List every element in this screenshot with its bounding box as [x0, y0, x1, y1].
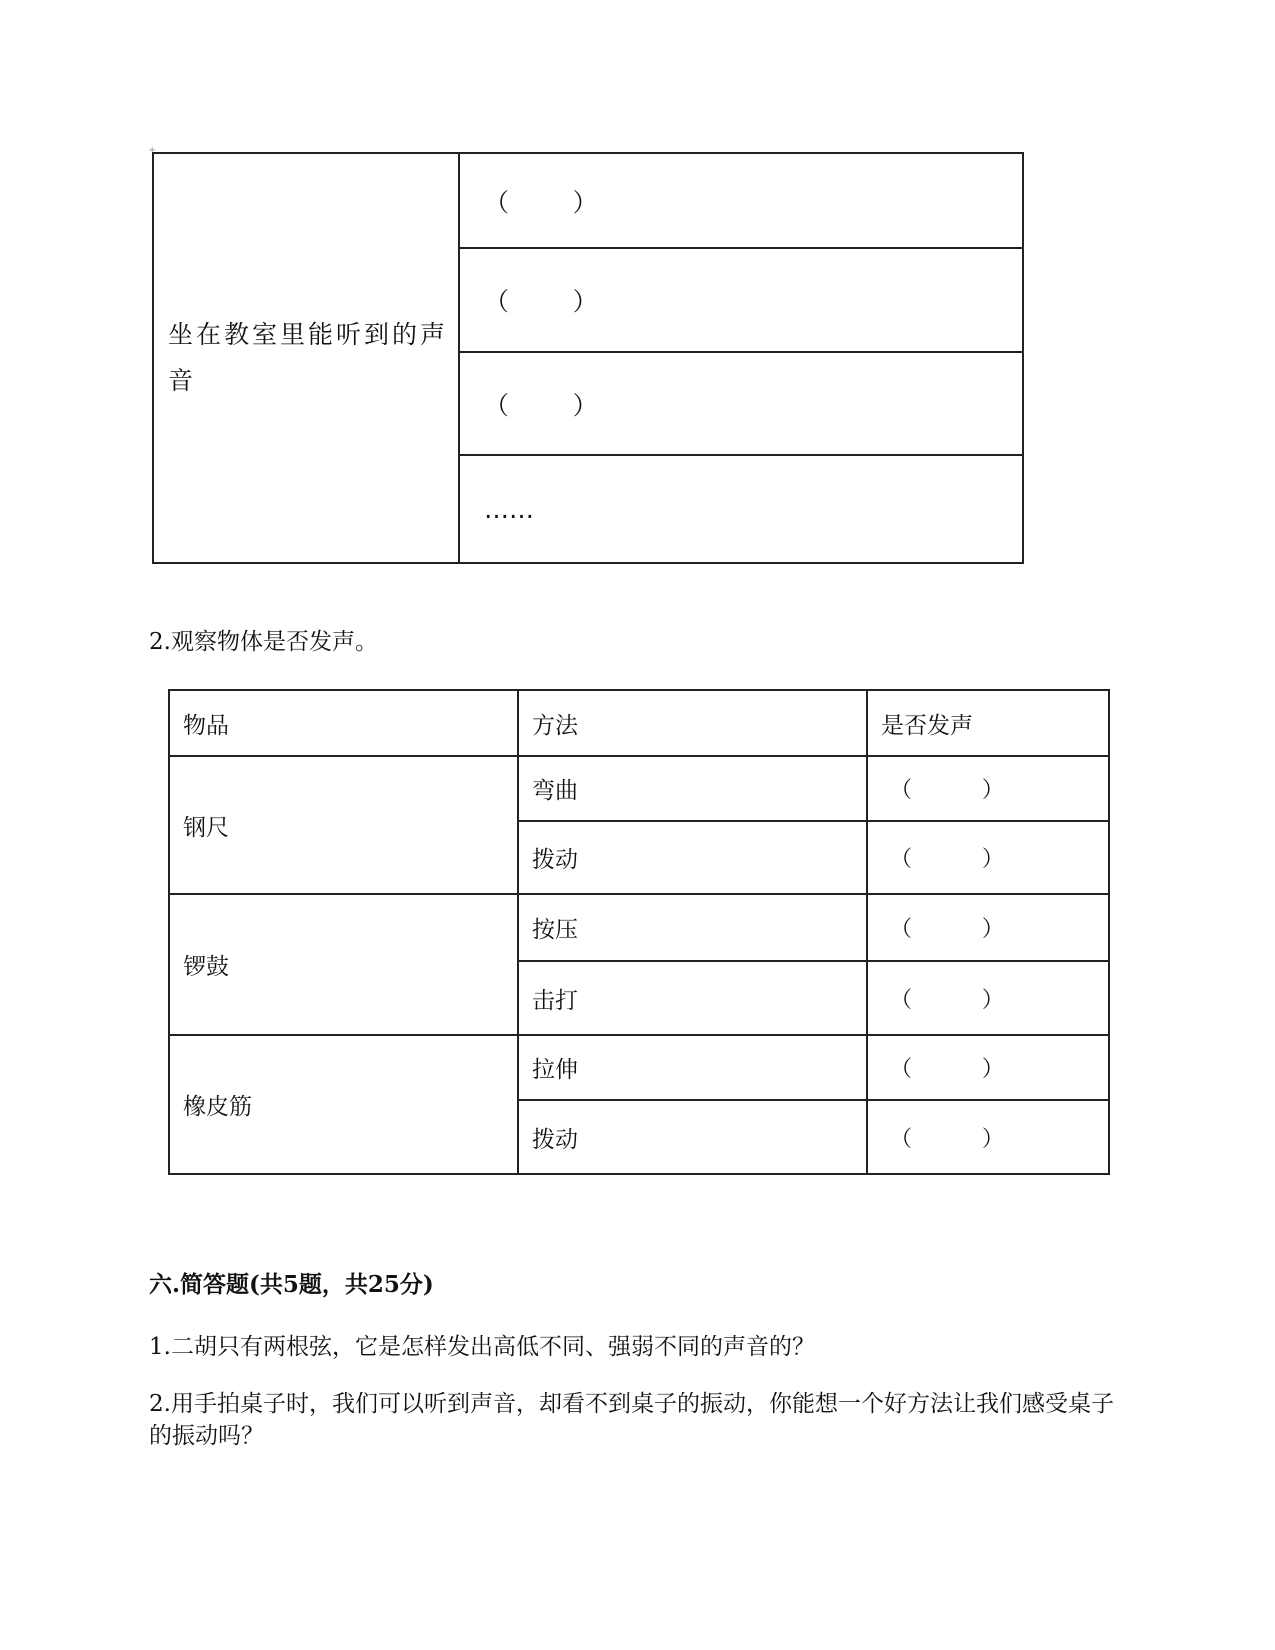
ellipsis-text: …… — [484, 494, 534, 524]
answer-blank: （ ） — [890, 847, 1004, 872]
short-answer-question-2: 2.用手拍桌子时，我们可以听到声音，却看不到桌子的振动，你能想一个好方法让我们感受桌子的振动吗？ — [149, 1391, 1114, 1449]
answer-cell[interactable] — [867, 894, 1109, 961]
answer-blank: （ ） — [890, 987, 1004, 1013]
answer-cell[interactable] — [867, 756, 1109, 821]
method-cell: 拉伸 — [518, 1035, 867, 1100]
answer-blank: （ ） — [890, 917, 1004, 942]
method-cell: 按压 — [518, 894, 867, 961]
table-anchor-mark: + — [148, 145, 157, 156]
short-answer-question-1: 1.二胡只有两根弦，它是怎样发出高低不同、强弱不同的声音的？ — [149, 1334, 815, 1360]
item-cell: 钢尺 — [169, 756, 518, 894]
header-sound: 是否发声 — [867, 690, 1109, 756]
answer-cell[interactable] — [867, 1035, 1109, 1100]
answer-blank-cell[interactable] — [459, 153, 1023, 248]
answer-blank-cell[interactable] — [459, 248, 1023, 352]
item-cell: 橡皮筋 — [169, 1035, 518, 1174]
answer-cell[interactable] — [867, 821, 1109, 894]
answer-cell[interactable] — [867, 961, 1109, 1035]
item-cell: 锣鼓 — [169, 894, 518, 1035]
header-item: 物品 — [169, 690, 518, 756]
method-cell: 拨动 — [518, 821, 867, 894]
answer-blank-cell[interactable] — [459, 352, 1023, 455]
answer-blank: （ ） — [484, 187, 598, 217]
question-2-title: 2.观察物体是否发声。 — [149, 629, 378, 655]
method-cell: 击打 — [518, 961, 867, 1035]
header-method: 方法 — [518, 690, 867, 756]
answer-cell[interactable] — [867, 1100, 1109, 1174]
section-6-title: 六.简答题(共5题，共25分) — [149, 1271, 434, 1298]
sound-observation-table — [168, 689, 1110, 1175]
answer-blank: （ ） — [484, 390, 598, 420]
answer-blank: （ ） — [890, 778, 1004, 803]
ellipsis-cell[interactable] — [459, 455, 1023, 563]
method-cell: 拨动 — [518, 1100, 867, 1174]
sounds-table — [152, 152, 1024, 564]
answer-blank: （ ） — [890, 1057, 1004, 1082]
answer-blank: （ ） — [484, 287, 598, 316]
sounds-label: 坐在教室里能听到的声音 — [168, 320, 449, 395]
sounds-label-cell — [153, 153, 459, 563]
answer-blank: （ ） — [890, 1126, 1004, 1152]
method-cell: 弯曲 — [518, 756, 867, 821]
